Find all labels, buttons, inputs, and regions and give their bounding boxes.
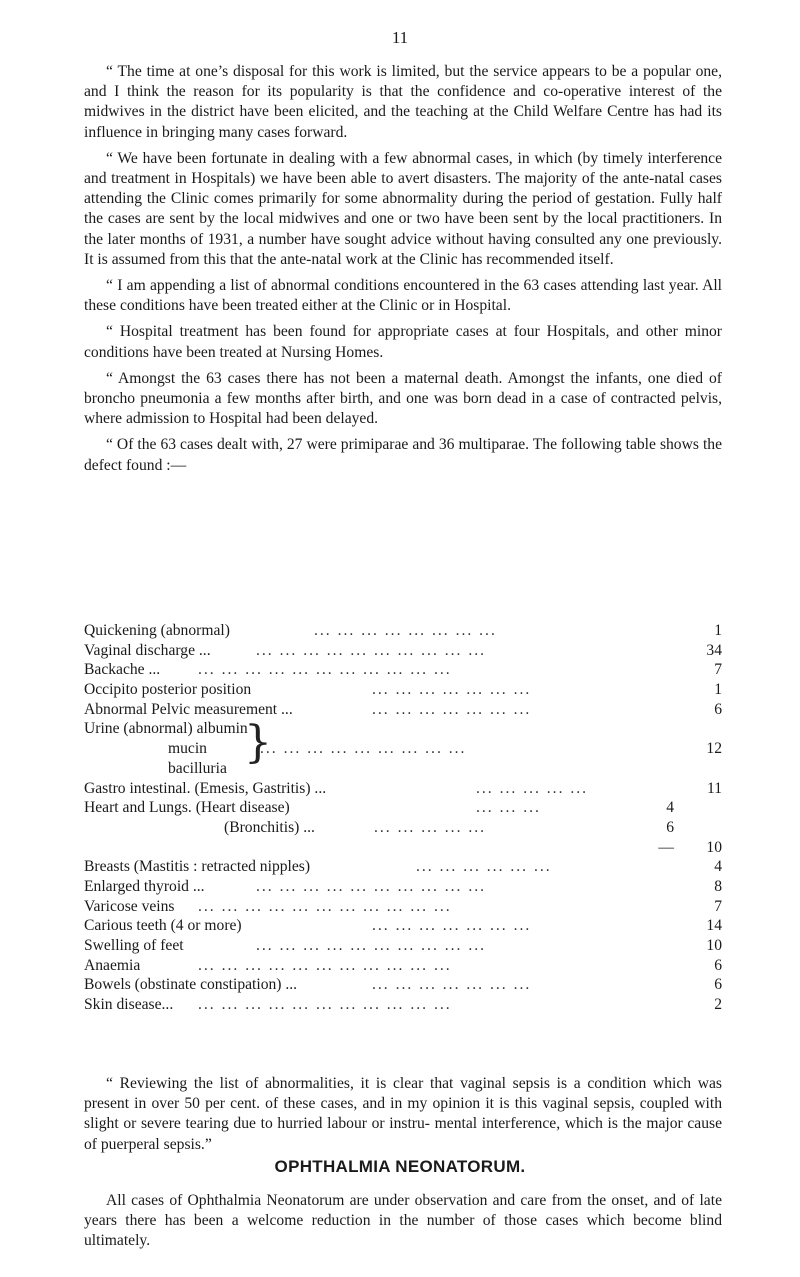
paragraph: “ Reviewing the list of abnormalities, it is clear that vaginal sepsis is a condition which was present in over 50 per cent. of these cases, and in my opinion it is this vaginal sepsis, coupled with slight or severe tearing due to hurried labour or instru- mental interference, which is the major cause of puerperal sepsis.” [84,1075,722,1153]
defect-row: Anaemia ... ... ... ... ... ... ... ... ... ... ... 6 [84,956,722,974]
paragraph: “ I am appending a list of abnormal conditions encountered in the 63 cases attending last year. All these conditions have been treated either at the Clinic or in Hospital. [84,277,722,315]
defect-row: (Bronchitis) ... ... ... ... ... ... 6 [224,818,674,836]
defect-label: Vaginal discharge ... [84,641,211,659]
defect-label: Swelling of feet [84,937,184,954]
defect-row-subtotal [84,838,722,858]
section-heading: OPHTHALMIA NEONATORUM. [274,1157,526,1176]
defect-label: Occipito posterior position [84,681,252,699]
subtotal-dash: — [658,838,674,856]
defect-sublabel: bacilluria [168,759,227,777]
defect-row: Gastro intestinal. (Emesis, Gastritis) ... ... ... ... ... ... 11 [84,779,722,797]
defect-row: Swelling of feet ... ... ... ... ... ... ... ... ... ... 10 [84,937,722,954]
defect-row: Varicose veins ... ... ... ... ... ... ... ... ... ... ... 7 [84,897,722,915]
paragraph: “ Amongst the 63 cases there has not been a maternal death. Amongst the infants, one died of broncho pneumonia a few months after birth, and one was born dead in a case of contracted pelvis, where admission to Hospital had been delayed. [84,369,722,428]
defect-count: 10 [706,838,722,856]
paragraph: “ We have been fortunate in dealing with a few abnormal cases, in which (by timely interference and treatment in Hospitals) we have been able to avert disasters. The majority of the ante-natal cases attending the Clinic comes primarily for some abnormality during the period of gestation. Fully half the cases are sent by the local midwives and one or two have been sent by the local practitioners. In the later months of 1931, a number have sought advice without having consulted any one previously. It is assumed from this that the ante-natal work at the Clinic has recommended itself. [84,149,722,268]
defect-list [84,621,722,1015]
defect-label: Varicose veins [84,897,175,915]
defect-count: 34 [706,641,722,659]
defect-count: 4 [714,858,722,876]
defect-row: Vaginal discharge ... ... ... ... ... ... ... ... ... ... ... 34 [84,641,722,659]
defect-count: 7 [714,661,722,679]
defect-row: Bowels (obstinate constipation) ... ... ... ... ... ... ... ... 6 [84,976,722,994]
brace-icon: } [244,717,272,768]
defect-count: 2 [714,996,722,1014]
defect-count: 7 [714,897,722,915]
page-number: 11 [391,28,409,47]
defect-subcount: 6 [666,818,674,836]
defect-row-urine-bacilluria [84,759,722,779]
defect-count: 10 [706,937,722,954]
defect-count: 6 [714,976,722,994]
defect-label: Abnormal Pelvic measurement ... [84,700,293,718]
defect-subcount: 4 [666,799,674,817]
defect-count: 14 [706,917,722,935]
defect-label: Backache ... [84,661,161,679]
defect-label: Quickening (abnormal) [84,622,230,639]
defect-sublabel: (Bronchitis) ... [224,818,315,836]
defect-count: 1 [714,622,722,639]
defect-row: Abnormal Pelvic measurement ... ... ... ... ... ... ... ... 6 [84,700,722,718]
defect-row: Carious teeth (4 or more) ... ... ... ... ... ... ... 14 [84,917,722,935]
defect-row: Skin disease... ... ... ... ... ... ... ... ... ... ... ... 2 [84,996,722,1014]
defect-count: 6 [714,956,722,974]
defect-label: Urine (abnormal) albumin [84,720,248,738]
defect-label: Breasts (Mastitis : retracted nipples) [84,858,311,876]
report-text [84,62,722,482]
defect-label: Bowels (obstinate constipation) ... [84,976,298,994]
defect-count: 11 [706,779,722,797]
defect-count: 12 [706,740,722,758]
defect-row: Breasts (Mastitis : retracted nipples) ... ... ... ... ... ... 4 [84,858,722,876]
defect-row: Heart and Lungs. (Heart disease) ... ... ... 4 [84,799,674,817]
paragraph: “ Hospital treatment has been found for appropriate cases at four Hospitals, and other minor conditions have been treated at Nursing Homes. [84,323,722,361]
defect-row: Occipito posterior position ... ... ... ... ... ... ... 1 [84,681,722,699]
defect-row-urine-mucin: mucin ... ... ... ... ... ... ... ... ... 12 [168,740,722,758]
defect-label: Heart and Lungs. (Heart disease) [84,799,290,817]
defect-count: 6 [714,700,722,718]
defect-label: Skin disease... [84,996,174,1014]
closing-text [84,1074,722,1161]
paragraph: All cases of Ophthalmia Neonatorum are under observation and care from the onset, and of late years there has been a welcome reduction in the number of those cases which become blind ultimately. [84,1192,722,1250]
defect-label: Enlarged thyroid ... [84,877,205,895]
defect-row: Quickening (abnormal) ... ... ... ... ... ... ... ... 1 [84,622,722,639]
defect-sublabel: mucin [168,740,207,758]
paragraph: “ Of the 63 cases dealt with, 27 were primiparae and 36 multiparae. The following table shows the defect found :— [84,436,722,474]
defect-row: Enlarged thyroid ... ... ... ... ... ... ... ... ... ... ... 8 [84,877,722,895]
defect-row-urine [84,719,722,739]
defect-label: Carious teeth (4 or more) [84,917,242,935]
defect-count: 8 [714,877,722,895]
section-text [84,1191,722,1258]
defect-label: Anaemia [84,956,141,974]
defect-count: 1 [714,681,722,699]
defect-label: Gastro intestinal. (Emesis, Gastritis) ... [84,779,327,797]
defect-row: Backache ... ... ... ... ... ... ... ... ... ... ... ... 7 [84,661,722,679]
paragraph: “ The time at one’s disposal for this work is limited, but the service appears to be a popular one, and I think the reason for its popularity is that the confidence and co-operative interest of the midwives in the district have been elicited, and the teaching at the Child Welfare Centre has had its influence in bringing many cases forward. [84,63,722,141]
